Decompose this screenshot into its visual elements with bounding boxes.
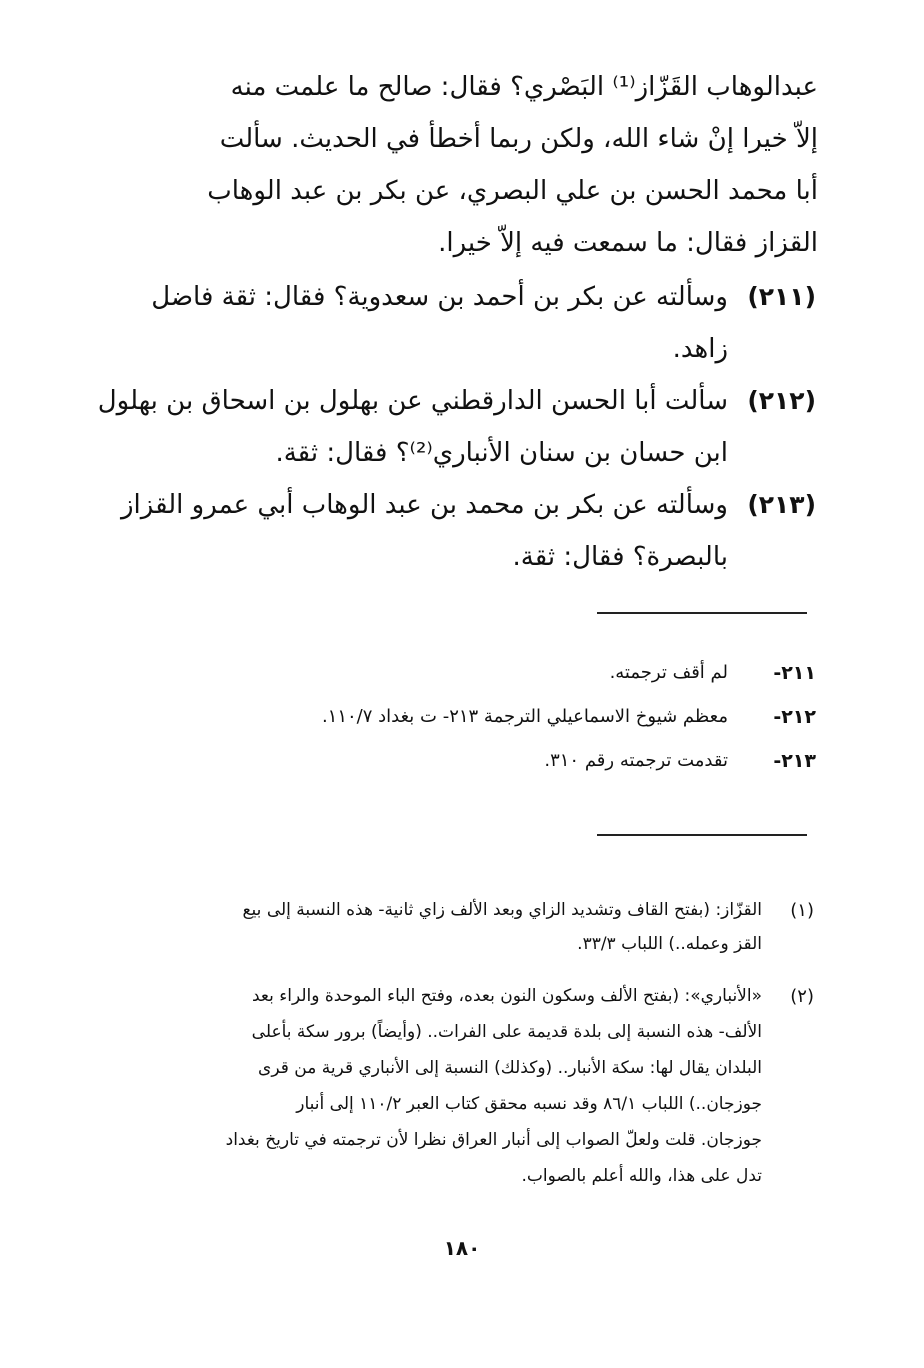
body-line: ابن حسان بن سنان الأنباري⁽²⁾؟ فقال: ثقة.	[275, 438, 728, 468]
body-line: زاهد.	[672, 334, 728, 364]
body-line: عبدالوهاب القَزّاز⁽¹⁾ البَصْري؟ فقال: صالح ما علمت منه	[230, 72, 818, 102]
note-text: معظم شيوخ الاسماعيلي الترجمة ٢١٣- ت بغداد ١١٠/٧.	[321, 706, 728, 727]
body-line: القزاز فقال: ما سمعت فيه إلاّ خيرا.	[438, 228, 818, 258]
entry-number: (٢١٢)	[747, 386, 816, 415]
body-line: وسألته عن بكر بن محمد بن عبد الوهاب أبي عمرو القزاز	[120, 490, 728, 520]
note-text: تقدمت ترجمته رقم ٣١٠.	[544, 750, 728, 771]
footnote-line: الألف- هذه النسبة إلى بلدة قديمة على الفرات.. (وأيضاً) برور سكة بأعلى	[251, 1022, 762, 1042]
footnote-mark: (٢)	[790, 986, 814, 1007]
footnote-line: «الأنباري»: (بفتح الألف وسكون النون بعده، وفتح الباء الموحدة والراء بعد	[251, 986, 762, 1006]
note-number: ٢١٣-	[773, 750, 816, 772]
entry-number: (٢١٣)	[747, 490, 816, 519]
note-text: لم أقف ترجمته.	[609, 662, 728, 683]
footnote-line: البلدان يقال لها: سكة الأنبار.. (وكذلك) النسبة إلى الأنباري قرية من قرى	[258, 1058, 762, 1078]
footnote-mark: (١)	[790, 900, 814, 921]
footnote-line: القز وعمله..) اللباب ٣٣/٣.	[577, 934, 762, 954]
body-line: إلاّ خيرا إنْ شاء الله، ولكن ربما أخطأ في الحديث. سألت	[219, 124, 818, 154]
footnote-line: القزّاز: (بفتح القاف وتشديد الزاي وبعد الألف زاي ثانية- هذه النسبة إلى بيع	[242, 900, 762, 920]
page-number: ١٨٠	[443, 1236, 481, 1260]
note-number: ٢١١-	[773, 662, 816, 684]
entry-number: (٢١١)	[747, 282, 816, 311]
footnote-line: جوزجان. قلت ولعلّ الصواب إلى أنبار العراق نظرا لأن ترجمته في تاريخ بغداد	[225, 1130, 762, 1150]
body-line: سألت أبا الحسن الدارقطني عن بهلول بن اسحاق بن بهلول	[97, 386, 728, 416]
body-line: بالبصرة؟ فقال: ثقة.	[512, 542, 728, 572]
note-number: ٢١٢-	[773, 706, 816, 728]
separator-rule	[597, 612, 807, 614]
body-line: أبا محمد الحسن بن علي البصري، عن بكر بن عبد الوهاب	[207, 176, 818, 206]
footnote-line: جوزجان..) اللباب ٨٦/١ وقد نسبه محقق كتاب العبر ١١٠/٢ إلى أنبار	[296, 1094, 762, 1114]
footnote-line: تدل على هذا، والله أعلم بالصواب.	[521, 1166, 762, 1186]
body-line: وسألته عن بكر بن أحمد بن سعدوية؟ فقال: ثقة فاضل	[151, 282, 728, 312]
separator-rule	[597, 834, 807, 836]
